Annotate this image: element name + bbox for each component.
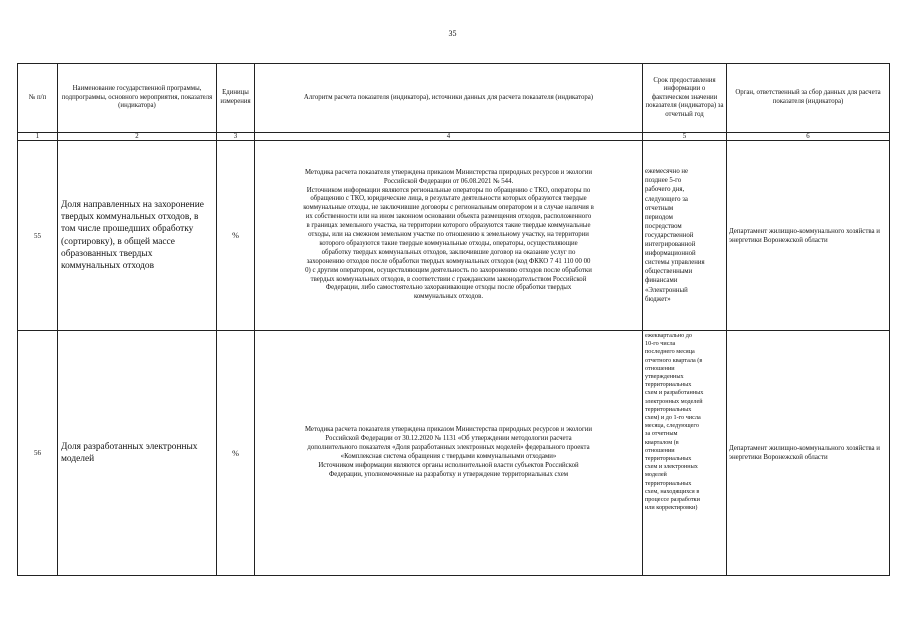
- term-line: позднее 5-го: [645, 177, 682, 185]
- algorithm-line: дополнительного показателя «Доля разработанных электронных моделей» федерального проекта: [307, 444, 590, 452]
- term-line: схем и разработанных: [645, 389, 704, 397]
- term-line: «Электронный: [645, 286, 688, 294]
- row-number: 55: [18, 141, 58, 331]
- algorithm-line: отходы, или на смежном земельном участке по отношению к земельному участку, на территории: [308, 231, 589, 239]
- algorithm-line: которого образуются такие твердые коммунальные отходы, операторы, осуществляющие: [319, 239, 578, 247]
- reporting-term: [643, 141, 727, 331]
- column-number-row: [18, 133, 890, 141]
- algorithm-line: 0) с другим оператором, осуществляющим деятельность по захоронению отходов после обработки: [305, 266, 592, 274]
- algorithm-line: коммунальных отходов.: [413, 293, 484, 301]
- term-line: отношении: [645, 364, 675, 372]
- term-line: посредством: [645, 222, 682, 230]
- algorithm-line: Методика расчета показателя утверждена приказом Министерства природных ресурсов и экологии: [304, 168, 593, 176]
- header-term: Срок предоставления информации о фактическом значении показателя (индикатора) за отчетный год: [643, 64, 727, 133]
- indicators-table: [17, 63, 890, 576]
- term-line: государственной: [645, 231, 694, 239]
- term-line: территориальных: [645, 479, 692, 487]
- algorithm-line: Источником информации являются органы исполнительной власти субъектов Российской: [318, 461, 579, 469]
- term-line: отчетным: [645, 204, 674, 212]
- algorithm-line: «Комплексная система обращения с твердыми коммунальными отходами»: [340, 453, 557, 460]
- indicator-algorithm: [255, 331, 643, 576]
- algorithm-line: Источником информации являются региональные операторы по обращению с ТКО, операторы по: [306, 186, 591, 194]
- responsible-org: Департамент жилищно-коммунального хозяйства и энергетики Воронежской области: [727, 331, 890, 576]
- term-line: отношении: [645, 446, 675, 454]
- term-line: кварталом (в: [645, 438, 679, 446]
- responsible-org: Департамент жилищно-коммунального хозяйства и энергетики Воронежской области: [727, 141, 890, 331]
- column-number: 3: [217, 133, 255, 141]
- term-line: периодом: [645, 213, 673, 221]
- term-line: территориальных: [645, 381, 692, 389]
- indicator-algorithm: [255, 141, 643, 331]
- term-line: месяца, следующего: [645, 422, 699, 430]
- term-line: схем и электронных: [645, 463, 698, 471]
- term-line: последнего месяца: [645, 348, 695, 356]
- algorithm-line: Федерации, уполномоченные на разработку и утверждение территориальных схем: [328, 470, 569, 478]
- term-line: территориальных: [645, 455, 692, 463]
- header-name: Наименование государственной программы, подпрограммы, основного мероприятия, показателя (индикатора): [58, 64, 217, 133]
- algorithm-line: в границах земельного участка, на территории которого образуются такие твердые коммунальные: [306, 222, 591, 230]
- header-num: № п/п: [18, 64, 58, 133]
- column-number: 6: [727, 133, 890, 141]
- term-line: моделей: [645, 471, 667, 479]
- indicator-name: Доля разработанных электронных моделей: [58, 331, 217, 576]
- algorithm-line: Методика расчета показателя утверждена приказом Министерства природных ресурсов и экологии: [304, 426, 593, 434]
- term-line: или корректировки): [645, 504, 698, 512]
- column-number: 5: [643, 133, 727, 141]
- term-line: территориальных: [645, 405, 692, 413]
- indicator-name: Доля направленных на захоронение твердых коммунальных отходов, в том числе прошедших обработку (сортировку), в общей массе образованных твердых коммунальных отходов: [58, 141, 217, 331]
- algorithm-line: захоронению отходов после обработки твердых коммунальных отходов (код ФККО 7 41 110 00 00: [306, 257, 591, 265]
- header-unit: Единицы измерения: [217, 64, 255, 133]
- column-number: 1: [18, 133, 58, 141]
- row-number: 56: [18, 331, 58, 576]
- algorithm-line: обращению с ТКО, юридические лица, в результате деятельности которых образуются твердые: [310, 195, 587, 203]
- term-line: бюджет»: [645, 295, 671, 303]
- term-line: схем, находящихся в: [645, 487, 700, 495]
- algorithm-line: Федерации, либо самостоятельно захоранивающие отходы после обработки твердых: [325, 284, 572, 292]
- term-line: системы управления: [645, 259, 705, 267]
- table-row: [18, 141, 890, 331]
- term-line: рабочего дня,: [645, 186, 685, 194]
- term-line: электронных моделей: [645, 397, 703, 405]
- term-line: общественными: [645, 268, 693, 276]
- algorithm-line: Российской Федерации от 30.12.2020 № 1131 «Об утверждении методологии расчета: [325, 435, 572, 443]
- term-line: 10-го числа: [645, 340, 676, 348]
- algorithm-line: обработку твердых коммунальных отходов, заключившие договор на оказание услуг по: [321, 248, 576, 256]
- algorithm-line: их собственности или на ином законном основании объекта размещения отходов, расположенного: [305, 213, 592, 221]
- term-line: утвержденных: [645, 373, 684, 381]
- term-line: ежемесячно не: [645, 168, 689, 176]
- algorithm-line: Российской Федерации от 06.08.2021 № 544.: [383, 177, 514, 185]
- term-line: ежеквартально до: [645, 332, 692, 339]
- reporting-term: [643, 331, 727, 576]
- term-line: следующего за: [645, 195, 688, 203]
- column-number: 2: [58, 133, 217, 141]
- algorithm-line: коммунальные отходы, не заключившие договоры с региональным оператором и в случае наличия в: [303, 204, 594, 212]
- term-line: процессе разработки: [645, 496, 700, 504]
- table-row: [18, 331, 890, 576]
- term-line: схем) и до 1-го числа: [645, 414, 701, 422]
- page-number: 35: [448, 29, 457, 38]
- table-header-row: [18, 64, 890, 133]
- term-line: информационной: [645, 250, 696, 258]
- indicator-unit: %: [217, 331, 255, 576]
- header-org: Орган, ответственный за сбор данных для расчета показателя (индикатора): [727, 64, 890, 133]
- term-line: отчетного квартала (в: [645, 356, 703, 364]
- term-line: за отчетным: [645, 430, 678, 438]
- header-algorithm: Алгоритм расчета показателя (индикатора), источники данных для расчета показателя (индикатора): [255, 64, 643, 133]
- algorithm-line: твердых коммунальных отходов, в соответствии с гражданским законодательством Российской: [310, 275, 587, 283]
- column-number: 4: [255, 133, 643, 141]
- term-line: финансами: [645, 277, 678, 285]
- indicator-unit: %: [217, 141, 255, 331]
- term-line: интегрированной: [645, 241, 696, 249]
